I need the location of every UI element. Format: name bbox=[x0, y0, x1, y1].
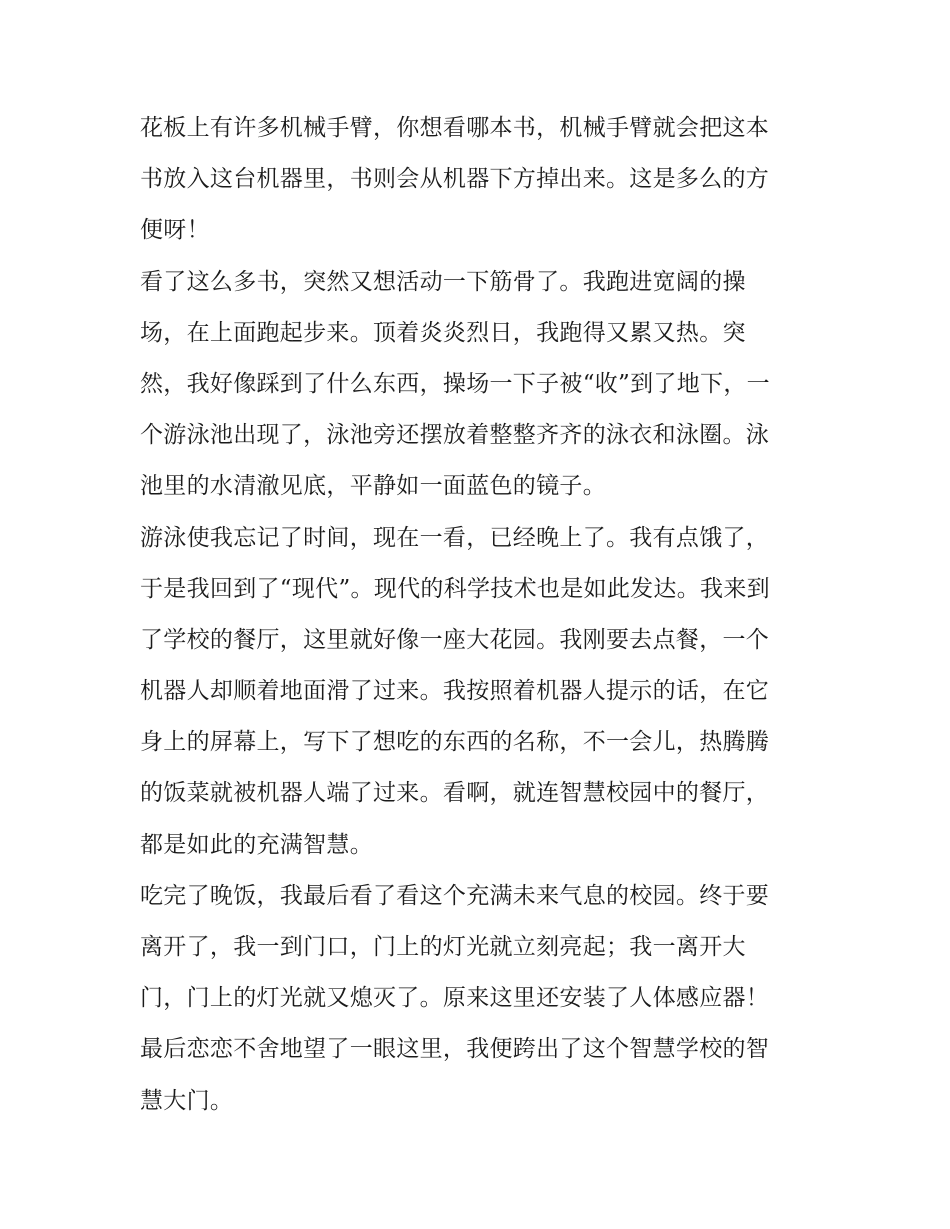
text-line: 最后恋恋不舍地望了一眼这里，我便跨出了这个智慧学校的智 bbox=[140, 1036, 770, 1063]
text-line: 的饭菜就被机器人端了过来。看啊，就连智慧校园中的餐厅， bbox=[140, 780, 770, 807]
text-line: 吃完了晚饭，我最后看了看这个充满未来气息的校园。终于要 bbox=[140, 882, 770, 909]
text-line: 看了这么多书，突然又想活动一下筋骨了。我跑进宽阔的操 bbox=[140, 268, 746, 295]
text-line: 离开了，我一到门口，门上的灯光就立刻亮起；我一离开大 bbox=[140, 934, 746, 960]
text-line: 了学校的餐厅，这里就好像一座大花园。我刚要去点餐，一个 bbox=[140, 626, 770, 653]
text-line: 机器人却顺着地面滑了过来。我按照着机器人提示的话，在它 bbox=[140, 678, 770, 705]
text-line: 花板上有许多机械手臂，你想看哪本书，机械手臂就会把这本 bbox=[140, 115, 770, 141]
text-line: 慧大门。 bbox=[140, 1087, 234, 1114]
text-line: 场，在上面跑起步来。顶着炎炎烈日，我跑得又累又热。突 bbox=[140, 319, 746, 346]
text-line: 然，我好像踩到了什么东西，操场一下子被“收”到了地下，一 bbox=[140, 370, 770, 397]
text-line: 身上的屏幕上，写下了想吃的东西的名称，不一会儿，热腾腾 bbox=[140, 729, 770, 756]
text-line: 都是如此的充满智慧。 bbox=[140, 831, 373, 858]
text-line: 游泳使我忘记了时间，现在一看，已经晚上了。我有点饿了， bbox=[140, 524, 770, 551]
text-line: 便呀！ bbox=[140, 217, 210, 244]
text-line: 门，门上的灯光就又熄灭了。原来这里还安装了人体感应器！ bbox=[140, 985, 770, 1012]
text-line: 个游泳池出现了，泳池旁还摆放着整整齐齐的泳衣和泳圈。泳 bbox=[140, 422, 770, 449]
text-line: 池里的水清澈见底，平静如一面蓝色的镜子。 bbox=[140, 473, 606, 500]
document-body bbox=[140, 103, 815, 1127]
text-line: 于是我回到了“现代”。现代的科学技术也是如此发达。我来到 bbox=[140, 575, 770, 602]
text-line: 书放入这台机器里，书则会从机器下方掉出来。这是多么的方 bbox=[140, 166, 770, 193]
